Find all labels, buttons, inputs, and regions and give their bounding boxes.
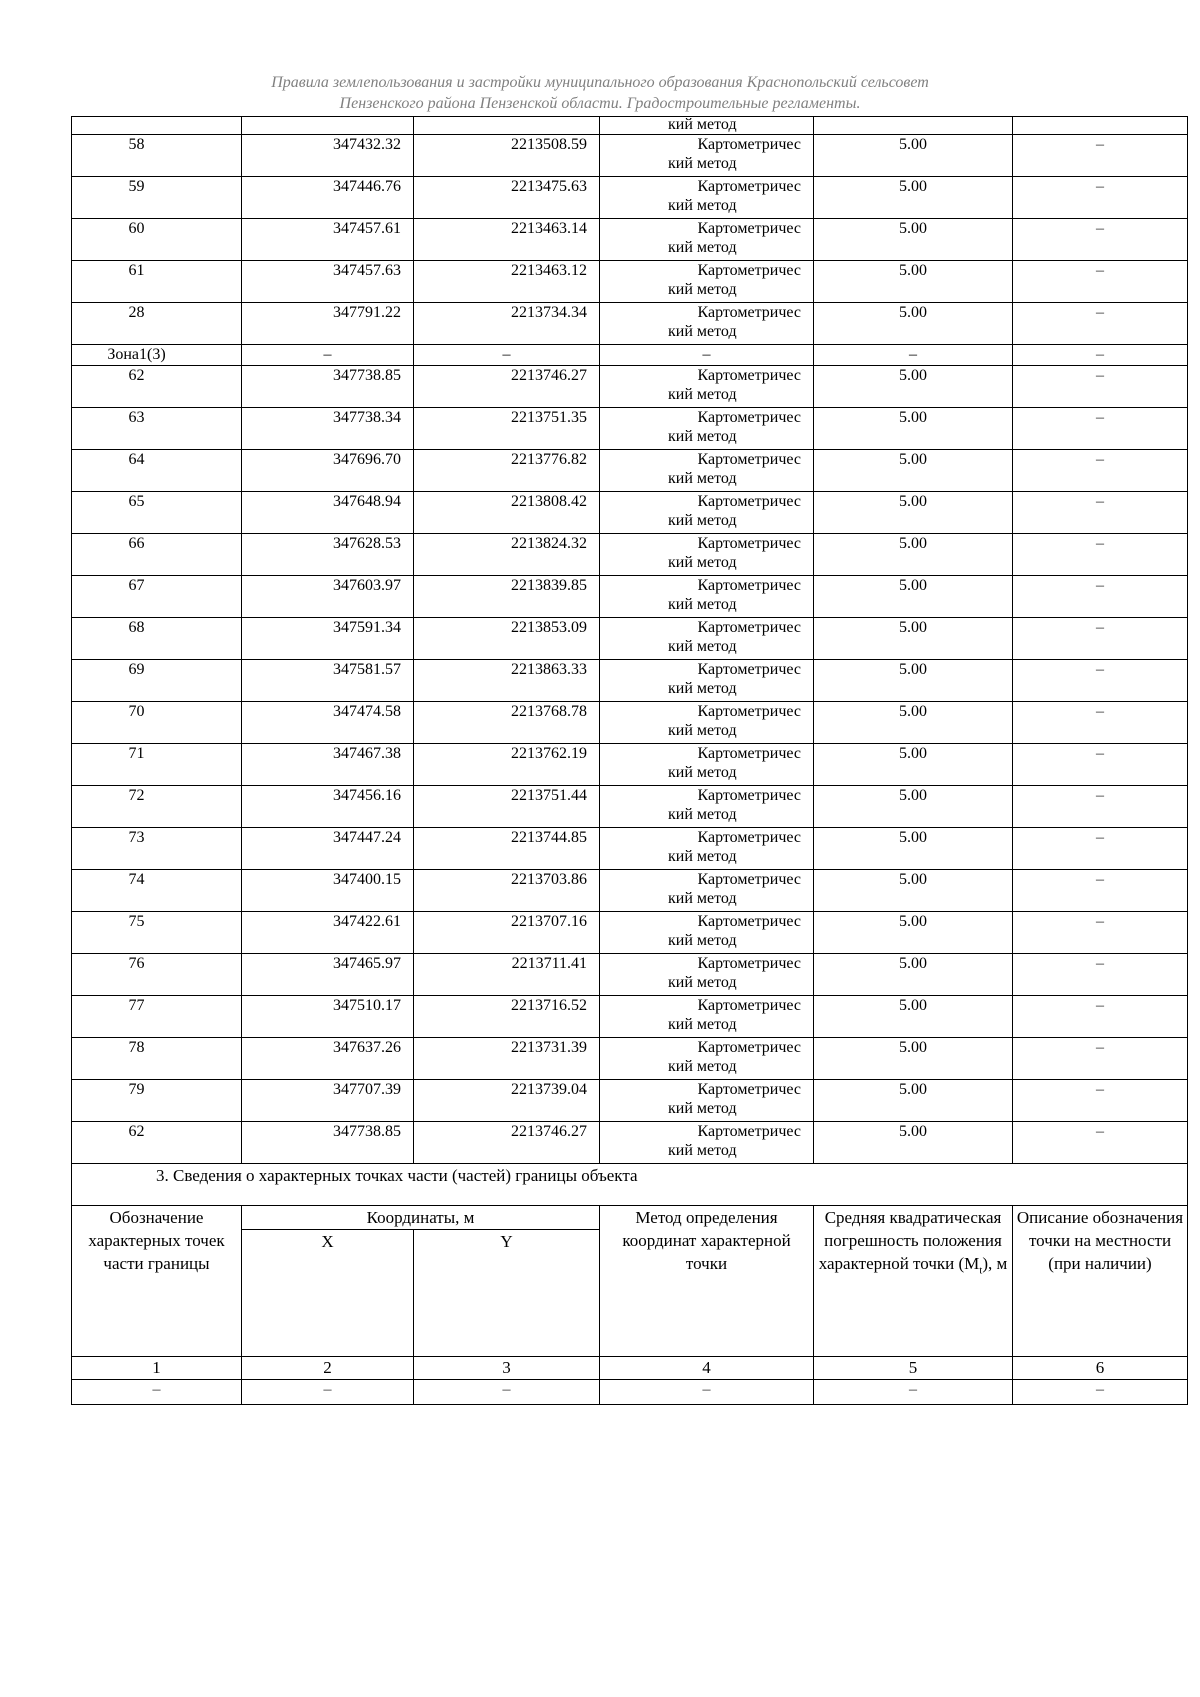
method-line-2: кий метод — [668, 386, 737, 403]
description-value: – — [1013, 450, 1188, 492]
method-line-1: Картометричес — [697, 367, 801, 384]
error-value: 5.00 — [814, 954, 1013, 996]
point-number: 62 — [72, 366, 242, 408]
method-line-2: кий метод — [668, 1142, 737, 1159]
method-line-1: Картометричес — [697, 493, 801, 510]
point-number: 59 — [72, 177, 242, 219]
method-line-2: кий метод — [668, 512, 737, 529]
error-value: 5.00 — [814, 135, 1013, 177]
coord-x: 347707.39 — [242, 1080, 414, 1122]
header-line-1: Правила землепользования и застройки муниципального образования Краснопольский сельсовет — [271, 74, 929, 91]
method-line-1: Картометричес — [697, 262, 801, 279]
method-line-1: Картометричес — [697, 955, 801, 972]
header-coordinates: Координаты, м — [242, 1206, 600, 1230]
coord-y: 2213863.33 — [414, 660, 600, 702]
point-row — [72, 744, 1188, 786]
column-number-row — [72, 1357, 1188, 1380]
error-value: 5.00 — [814, 912, 1013, 954]
point-row — [72, 660, 1188, 702]
coord-y: 2213475.63 — [414, 177, 600, 219]
method-cell — [600, 492, 814, 534]
coord-x: 347628.53 — [242, 534, 414, 576]
coord-x: 347446.76 — [242, 177, 414, 219]
description-value: – — [1013, 576, 1188, 618]
description-value: – — [1013, 366, 1188, 408]
point-number: 72 — [72, 786, 242, 828]
method-cell — [600, 660, 814, 702]
error-value: 5.00 — [814, 870, 1013, 912]
method-line-1: Картометричес — [697, 451, 801, 468]
coord-x: 347581.57 — [242, 660, 414, 702]
point-number: 58 — [72, 135, 242, 177]
zone-x: – — [242, 345, 414, 366]
zone-description: – — [1013, 345, 1188, 366]
error-value: 5.00 — [814, 1122, 1013, 1164]
method-line-2: кий метод — [668, 1016, 737, 1033]
method-cell — [600, 576, 814, 618]
description-value: – — [1013, 135, 1188, 177]
point-row — [72, 534, 1188, 576]
method-cell — [600, 702, 814, 744]
header-description: Описание обозначения точки на местности (при наличии) — [1013, 1206, 1188, 1357]
point-row — [72, 492, 1188, 534]
method-line-1: Картометричес — [697, 535, 801, 552]
point-row — [72, 576, 1188, 618]
method-cell — [600, 786, 814, 828]
method-line-2: кий метод — [668, 806, 737, 823]
description-value: – — [1013, 660, 1188, 702]
coord-y: 2213746.27 — [414, 1122, 600, 1164]
method-line-1: Картометричес — [697, 829, 801, 846]
point-row — [72, 135, 1188, 177]
method-line-1: Картометричес — [697, 304, 801, 321]
description-value: – — [1013, 177, 1188, 219]
method-cell — [600, 954, 814, 996]
boundary-points-table — [71, 116, 1188, 1405]
method-cell — [600, 366, 814, 408]
point-row — [72, 828, 1188, 870]
point-row — [72, 1080, 1188, 1122]
method-cell — [600, 1038, 814, 1080]
coord-y: 2213751.44 — [414, 786, 600, 828]
point-number: 64 — [72, 450, 242, 492]
zone-label: Зона1(3) — [72, 345, 242, 366]
column-number: 6 — [1013, 1357, 1188, 1380]
error-value: 5.00 — [814, 1038, 1013, 1080]
error-value: 5.00 — [814, 303, 1013, 345]
description-value: – — [1013, 534, 1188, 576]
coord-y: 2213734.34 — [414, 303, 600, 345]
error-value: 5.00 — [814, 996, 1013, 1038]
error-value: 5.00 — [814, 177, 1013, 219]
method-line-1: Картометричес — [697, 220, 801, 237]
description-value: – — [1013, 261, 1188, 303]
coord-x: 347637.26 — [242, 1038, 414, 1080]
method-line-1: Картометричес — [697, 577, 801, 594]
coord-y: 2213824.32 — [414, 534, 600, 576]
description-value: – — [1013, 1038, 1188, 1080]
zone-error: – — [814, 345, 1013, 366]
description-value: – — [1013, 618, 1188, 660]
method-cell — [600, 996, 814, 1038]
error-value: 5.00 — [814, 366, 1013, 408]
column-number: 2 — [242, 1357, 414, 1380]
point-row — [72, 1122, 1188, 1164]
description-value: – — [1013, 996, 1188, 1038]
method-cell — [600, 870, 814, 912]
coord-x: 347510.17 — [242, 996, 414, 1038]
coord-x: 347467.38 — [242, 744, 414, 786]
error-value: 5.00 — [814, 786, 1013, 828]
zone-method: – — [600, 345, 814, 366]
point-number: 61 — [72, 261, 242, 303]
point-number: 79 — [72, 1080, 242, 1122]
header-method: Метод определения координат характерной точки — [600, 1206, 814, 1357]
error-value: 5.00 — [814, 744, 1013, 786]
section-3-title: 3. Сведения о характерных точках части (частей) границы объекта — [72, 1164, 1188, 1206]
empty-cell: – — [242, 1380, 414, 1405]
point-row — [72, 912, 1188, 954]
method-line-1: Картометричес — [697, 1081, 801, 1098]
description-value: – — [1013, 1080, 1188, 1122]
point-row — [72, 261, 1188, 303]
coord-x: 347456.16 — [242, 786, 414, 828]
method-line-2: кий метод — [668, 197, 737, 214]
point-row — [72, 366, 1188, 408]
method-line-1: Картометричес — [697, 136, 801, 153]
header-line-2: Пензенского района Пензенской области. Градостроительные регламенты. — [339, 95, 861, 112]
point-row — [72, 1038, 1188, 1080]
section-3-title-row — [72, 1164, 1188, 1206]
coord-x: 347474.58 — [242, 702, 414, 744]
point-row — [72, 303, 1188, 345]
header-designation: Обозначение характерных точек части границы — [72, 1206, 242, 1357]
point-number: 73 — [72, 828, 242, 870]
method-line-2: кий метод — [668, 554, 737, 571]
coord-y: 2213744.85 — [414, 828, 600, 870]
method-cell — [600, 534, 814, 576]
coord-y: 2213746.27 — [414, 366, 600, 408]
method-line-1: Картометричес — [697, 1039, 801, 1056]
method-line-1: Картометричес — [697, 1123, 801, 1140]
method-line-2: кий метод — [668, 680, 737, 697]
method-cell — [600, 744, 814, 786]
point-row — [72, 954, 1188, 996]
description-value: – — [1013, 786, 1188, 828]
point-number: 67 — [72, 576, 242, 618]
coord-y: 2213739.04 — [414, 1080, 600, 1122]
point-number: 76 — [72, 954, 242, 996]
coord-y: 2213839.85 — [414, 576, 600, 618]
column-number: 4 — [600, 1357, 814, 1380]
empty-data-row — [72, 1380, 1188, 1405]
coord-y: 2213508.59 — [414, 135, 600, 177]
point-row — [72, 786, 1188, 828]
error-value: 5.00 — [814, 534, 1013, 576]
method-line-2: кий метод — [668, 974, 737, 991]
method-tail: кий метод — [600, 117, 814, 135]
point-number: 70 — [72, 702, 242, 744]
empty-cell: – — [72, 1380, 242, 1405]
column-number: 3 — [414, 1357, 600, 1380]
coord-x: 347457.63 — [242, 261, 414, 303]
coord-y: 2213768.78 — [414, 702, 600, 744]
point-number: 65 — [72, 492, 242, 534]
column-number: 1 — [72, 1357, 242, 1380]
error-value: 5.00 — [814, 450, 1013, 492]
method-cell — [600, 135, 814, 177]
coord-y: 2213707.16 — [414, 912, 600, 954]
point-row — [72, 408, 1188, 450]
empty-cell: – — [1013, 1380, 1188, 1405]
point-number: 75 — [72, 912, 242, 954]
point-number: 77 — [72, 996, 242, 1038]
coord-y: 2213762.19 — [414, 744, 600, 786]
coord-x: 347738.34 — [242, 408, 414, 450]
method-line-1: Картометричес — [697, 178, 801, 195]
method-cell — [600, 1122, 814, 1164]
coord-x: 347465.97 — [242, 954, 414, 996]
error-value: 5.00 — [814, 408, 1013, 450]
point-number: 74 — [72, 870, 242, 912]
coord-x: 347447.24 — [242, 828, 414, 870]
empty-cell: – — [414, 1380, 600, 1405]
coord-y: 2213711.41 — [414, 954, 600, 996]
method-line-2: кий метод — [668, 428, 737, 445]
description-value: – — [1013, 954, 1188, 996]
description-value: – — [1013, 408, 1188, 450]
error-value: 5.00 — [814, 828, 1013, 870]
description-value: – — [1013, 702, 1188, 744]
point-row — [72, 219, 1188, 261]
error-value: 5.00 — [814, 1080, 1013, 1122]
method-line-2: кий метод — [668, 281, 737, 298]
method-cell — [600, 408, 814, 450]
method-line-2: кий метод — [668, 890, 737, 907]
method-line-2: кий метод — [668, 596, 737, 613]
empty-cell: – — [600, 1380, 814, 1405]
coord-y: 2213751.35 — [414, 408, 600, 450]
point-number: 78 — [72, 1038, 242, 1080]
description-value: – — [1013, 870, 1188, 912]
method-cell — [600, 177, 814, 219]
method-line-1: Картометричес — [697, 871, 801, 888]
point-number: 68 — [72, 618, 242, 660]
method-line-2: кий метод — [668, 155, 737, 172]
column-number: 5 — [814, 1357, 1013, 1380]
point-number: 28 — [72, 303, 242, 345]
error-value: 5.00 — [814, 702, 1013, 744]
coord-x: 347422.61 — [242, 912, 414, 954]
point-row — [72, 702, 1188, 744]
coord-x: 347648.94 — [242, 492, 414, 534]
coord-y: 2213731.39 — [414, 1038, 600, 1080]
method-cell — [600, 303, 814, 345]
method-cell — [600, 1080, 814, 1122]
description-value: – — [1013, 828, 1188, 870]
description-value: – — [1013, 492, 1188, 534]
error-value: 5.00 — [814, 576, 1013, 618]
point-number: 62 — [72, 1122, 242, 1164]
method-line-2: кий метод — [668, 764, 737, 781]
method-line-1: Картометричес — [697, 997, 801, 1014]
method-line-2: кий метод — [668, 239, 737, 256]
method-line-2: кий метод — [668, 722, 737, 739]
coord-x: 347791.22 — [242, 303, 414, 345]
error-value: 5.00 — [814, 492, 1013, 534]
continued-row — [72, 117, 1188, 135]
method-line-2: кий метод — [668, 848, 737, 865]
description-value: – — [1013, 219, 1188, 261]
coord-x: 347591.34 — [242, 618, 414, 660]
zone-row — [72, 345, 1188, 366]
method-line-1: Картометричес — [697, 703, 801, 720]
coord-y: 2213463.14 — [414, 219, 600, 261]
method-line-1: Картометричес — [697, 619, 801, 636]
coord-x: 347738.85 — [242, 1122, 414, 1164]
coord-x: 347696.70 — [242, 450, 414, 492]
point-number: 66 — [72, 534, 242, 576]
point-row — [72, 618, 1188, 660]
coord-x: 347432.32 — [242, 135, 414, 177]
point-row — [72, 450, 1188, 492]
error-value: 5.00 — [814, 618, 1013, 660]
point-number: 69 — [72, 660, 242, 702]
error-value: 5.00 — [814, 261, 1013, 303]
coord-x: 347603.97 — [242, 576, 414, 618]
method-line-2: кий метод — [668, 932, 737, 949]
method-line-1: Картометричес — [697, 913, 801, 930]
method-line-1: Картометричес — [697, 409, 801, 426]
method-line-1: Картометричес — [697, 661, 801, 678]
description-value: – — [1013, 303, 1188, 345]
method-line-2: кий метод — [668, 470, 737, 487]
coord-y: 2213463.12 — [414, 261, 600, 303]
coord-y: 2213853.09 — [414, 618, 600, 660]
coord-y: 2213776.82 — [414, 450, 600, 492]
error-value: 5.00 — [814, 219, 1013, 261]
description-value: – — [1013, 744, 1188, 786]
method-cell — [600, 450, 814, 492]
coord-x: 347738.85 — [242, 366, 414, 408]
empty-cell: – — [814, 1380, 1013, 1405]
method-line-2: кий метод — [668, 323, 737, 340]
document-running-header — [0, 72, 1200, 114]
method-cell — [600, 828, 814, 870]
description-value: – — [1013, 912, 1188, 954]
method-cell — [600, 912, 814, 954]
point-row — [72, 996, 1188, 1038]
point-number: 71 — [72, 744, 242, 786]
method-line-1: Картометричес — [697, 745, 801, 762]
zone-y: – — [414, 345, 600, 366]
coord-y: 2213808.42 — [414, 492, 600, 534]
method-line-2: кий метод — [668, 1058, 737, 1075]
coord-x: 347400.15 — [242, 870, 414, 912]
coord-x: 347457.61 — [242, 219, 414, 261]
header-error: Средняя квадратическая погрешность положения характерной точки $(M_t)$, м — [814, 1206, 1013, 1357]
coord-y: 2213703.86 — [414, 870, 600, 912]
method-line-2: кий метод — [668, 638, 737, 655]
coord-y: 2213716.52 — [414, 996, 600, 1038]
description-value: – — [1013, 1122, 1188, 1164]
point-number: 60 — [72, 219, 242, 261]
method-line-2: кий метод — [668, 1100, 737, 1117]
error-value: 5.00 — [814, 660, 1013, 702]
point-number: 63 — [72, 408, 242, 450]
header-y: Y — [414, 1230, 600, 1357]
header-x: X — [242, 1230, 414, 1357]
method-cell — [600, 261, 814, 303]
point-row — [72, 177, 1188, 219]
method-cell — [600, 219, 814, 261]
method-cell — [600, 618, 814, 660]
method-line-1: Картометричес — [697, 787, 801, 804]
point-row — [72, 870, 1188, 912]
